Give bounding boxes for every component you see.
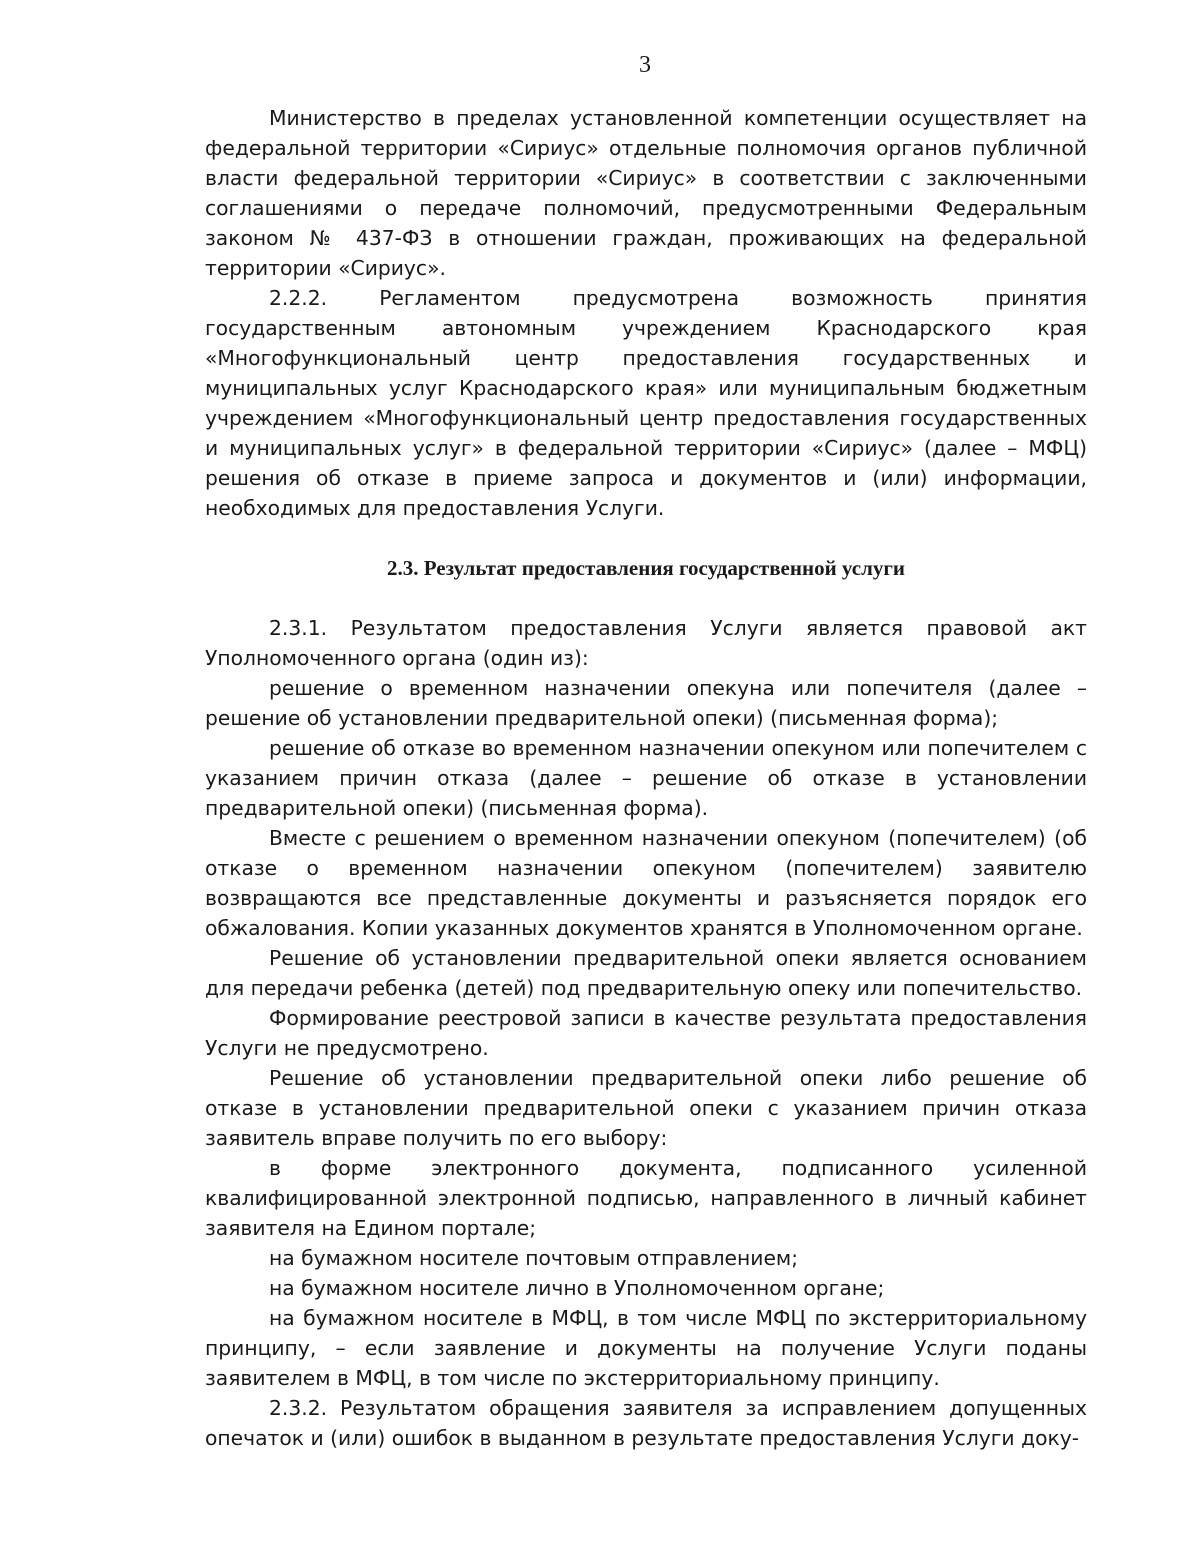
paragraph: Решение об установлении предварительной опеки является основанием для передачи ребенка (детей) под предварительную опеку или попечительство. xyxy=(205,946,1087,1000)
paragraph: в форме электронного документа, подписанного усиленной квалифицированной электронной подписью, направленного в личный кабинет заявителя на Едином портале; xyxy=(205,1156,1087,1240)
paragraph: Решение об установлении предварительной опеки либо решение об отказе в установлении предварительной опеки с указанием причин отказа заявитель вправе получить по его выбору: xyxy=(205,1066,1087,1150)
paragraph: на бумажном носителе в МФЦ, в том числе МФЦ по экстерриториальному принципу, – если заявление и документы на получение Услуги поданы заявителем в МФЦ, в том числе по экстерриториальному принципу. xyxy=(205,1306,1087,1390)
paragraph: решение о временном назначении опекуна или попечителя (далее – решение об установлении предварительной опеки) (письменная форма); xyxy=(205,676,1087,730)
paragraph: Вместе с решением о временном назначении опекуном (попечителем) (об отказе о временном назначении опекуном (попечителем) заявителю возвращаются все представленные документы и разъясняется порядок его обжалования. Копии указанных документов хранятся в Уполномоченном органе. xyxy=(205,826,1087,940)
paragraph: Формирование реестровой записи в качестве результата предоставления Услуги не предусмотрено. xyxy=(205,1006,1087,1060)
paragraph: 2.2.2. Регламентом предусмотрена возможность принятия государственным автономным учреждением Краснодарского края «Многофункциональный центр предоставления государственных и муниципальных услуг Краснодарского края» или муниципальным бюджетным учреждением «Многофункциональный центр предоставления государственных и муниципальных услуг» в федеральной территории «Сириус» (далее – МФЦ) решения об отказе в приеме запроса и документов и (или) информации, необходимых для предоставления Услуги. xyxy=(205,286,1087,520)
section-heading: 2.3. Результат предоставления государственной услуги xyxy=(386,556,906,580)
paragraph: решение об отказе во временном назначении опекуном или попечителем с указанием причин отказа (далее – решение об отказе в установлении предварительной опеки) (письменная форма). xyxy=(205,736,1087,820)
paragraph: 2.3.2. Результатом обращения заявителя за исправлением допущенных опечаток и (или) ошибок в выданном в результате предоставления Услуги доку- xyxy=(205,1396,1087,1450)
paragraph: Министерство в пределах установленной компетенции осуществляет на федеральной территории «Сириус» отдельные полномочия органов публичной власти федеральной территории «Сириус» в соответствии с заключенными соглашениями о передаче полномочий, предусмотренными Федеральным законом № 437-ФЗ в отношении граждан, проживающих на федеральной территории «Сириус». xyxy=(205,106,1087,280)
paragraph: 2.3.1. Результатом предоставления Услуги является правовой акт Уполномоченного органа (один из): xyxy=(205,616,1087,670)
document-body xyxy=(205,103,1087,1453)
paragraph: на бумажном носителе лично в Уполномоченном органе; xyxy=(269,1276,885,1300)
page-number: 3 xyxy=(639,52,651,78)
paragraph: на бумажном носителе почтовым отправлением; xyxy=(269,1246,799,1270)
